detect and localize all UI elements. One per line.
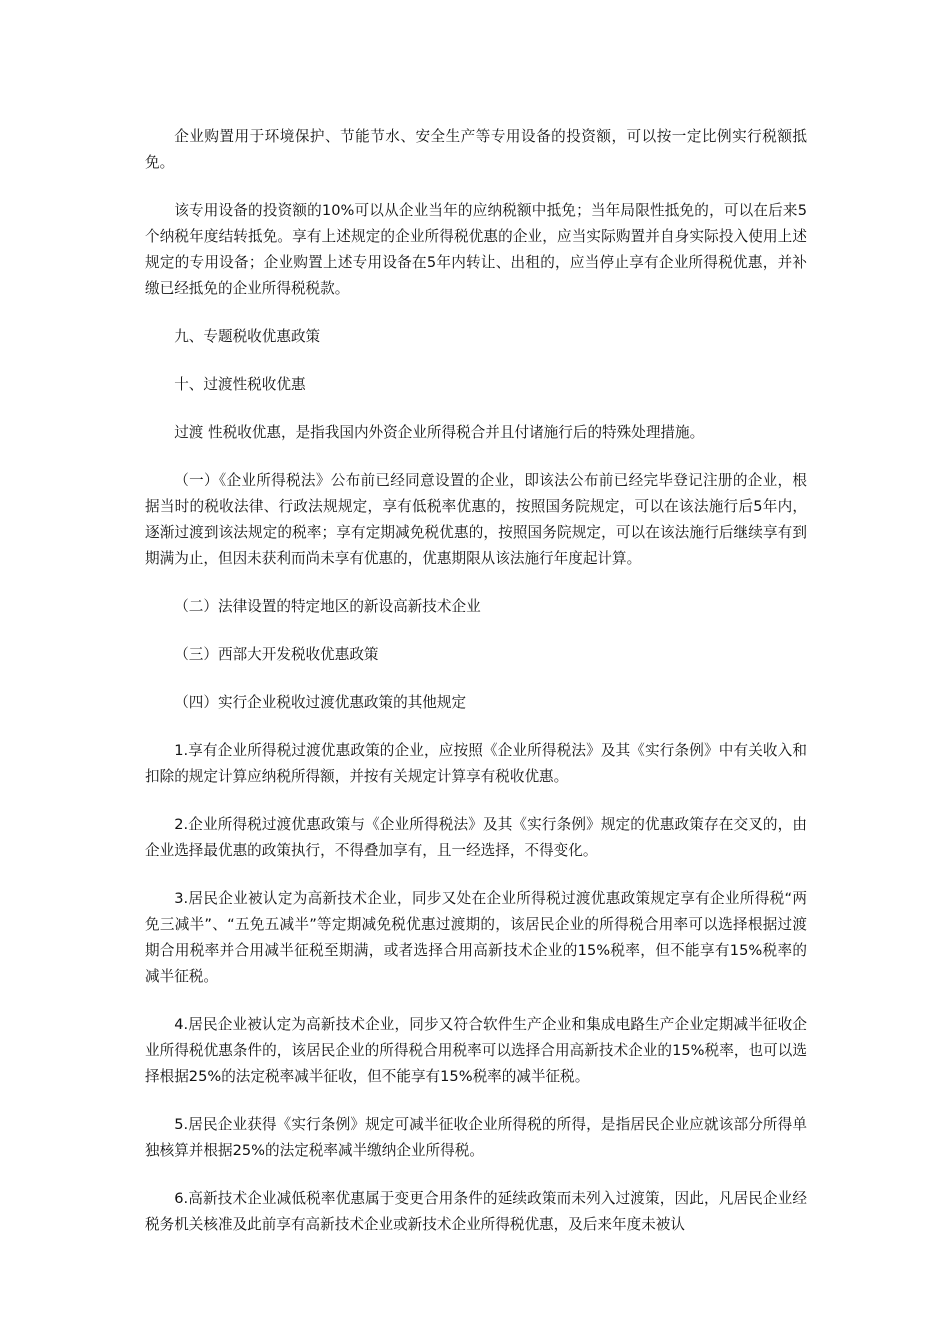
paragraph-rule-6: 6.高新技术企业减低税率优惠属于变更合用条件的延续政策而未列入过渡策，因此，凡居民企业经税务机关核准及此前享有高新技术企业或新技术企业所得税优惠，及后来年度未被认 bbox=[145, 1190, 807, 1233]
heading-section-ten: 十、过渡性税收优惠 bbox=[174, 376, 306, 393]
paragraph-rule-5: 5.居民企业获得《实行条例》规定可减半征收企业所得税的所得，是指居民企业应就该部分所得单独核算并根据25%的法定税率减半缴纳企业所得税。 bbox=[145, 1116, 807, 1159]
heading-section-nine: 九、专题税收优惠政策 bbox=[174, 328, 321, 345]
heading-item-two: （二）法律设置的特定地区的新设高新技术企业 bbox=[174, 598, 481, 615]
document-body bbox=[145, 124, 807, 1260]
paragraph-rule-2: 2.企业所得税过渡优惠政策与《企业所得税法》及其《实行条例》规定的优惠政策存在交叉的，由企业选择最优惠的政策执行，不得叠加享有，且一经选择，不得变化。 bbox=[145, 816, 807, 859]
paragraph-rule-3: 3.居民企业被认定为高新技术企业，同步又处在企业所得税过渡优惠政策规定享有企业所得税“两免三减半”、“五免五减半”等定期减免税优惠过渡期的，该居民企业的所得税合用率可以选择根据过渡期合用税率并合用减半征税至期满，或者选择合用高新技术企业的15%税率，但不能享有15%税率的减半征税。 bbox=[145, 890, 807, 985]
paragraph-credit-rules: 该专用设备的投资额的10%可以从企业当年的应纳税额中抵免；当年局限性抵免的，可以在后来5个纳税年度结转抵免。享有上述规定的企业所得税优惠的企业，应当实际购置并自身实际投入使用上述规定的专用设备；企业购置上述专用设备在5年内转让、出租的，应当停止享有企业所得税优惠，并补缴已经抵免的企业所得税税款。 bbox=[145, 202, 807, 297]
paragraph-rule-1: 1.享有企业所得税过渡优惠政策的企业，应按照《企业所得税法》及其《实行条例》中有关收入和扣除的规定计算应纳税所得额，并按有关规定计算享有税收优惠。 bbox=[145, 742, 807, 785]
paragraph-item-one: （一）《企业所得税法》公布前已经同意设置的企业，即该法公布前已经完毕登记注册的企业，根据当时的税收法律、行政法规规定，享有低税率优惠的，按照国务院规定，可以在该法施行后5年内，逐渐过渡到该法规定的税率；享有定期减免税优惠的，按照国务院规定，可以在该法施行后继续享有到期满为止，但因未获利而尚未享有优惠的，优惠期限从该法施行年度起计算。 bbox=[145, 472, 807, 567]
paragraph-transition-definition: 过渡 性税收优惠，是指我国内外资企业所得税合并且付诸施行后的特殊处理措施。 bbox=[174, 424, 705, 441]
heading-item-three: （三）西部大开发税收优惠政策 bbox=[174, 646, 379, 663]
paragraph-equipment-investment: 企业购置用于环境保护、节能节水、安全生产等专用设备的投资额，可以按一定比例实行税额抵免。 bbox=[145, 128, 807, 171]
heading-item-four: （四）实行企业税收过渡优惠政策的其他规定 bbox=[174, 694, 467, 711]
paragraph-rule-4: 4.居民企业被认定为高新技术企业，同步又符合软件生产企业和集成电路生产企业定期减半征收企业所得税优惠条件的，该居民企业的所得税合用税率可以选择合用高新技术企业的15%税率，也可以选择根据25%的法定税率减半征收，但不能享有15%税率的减半征税。 bbox=[145, 1016, 807, 1085]
